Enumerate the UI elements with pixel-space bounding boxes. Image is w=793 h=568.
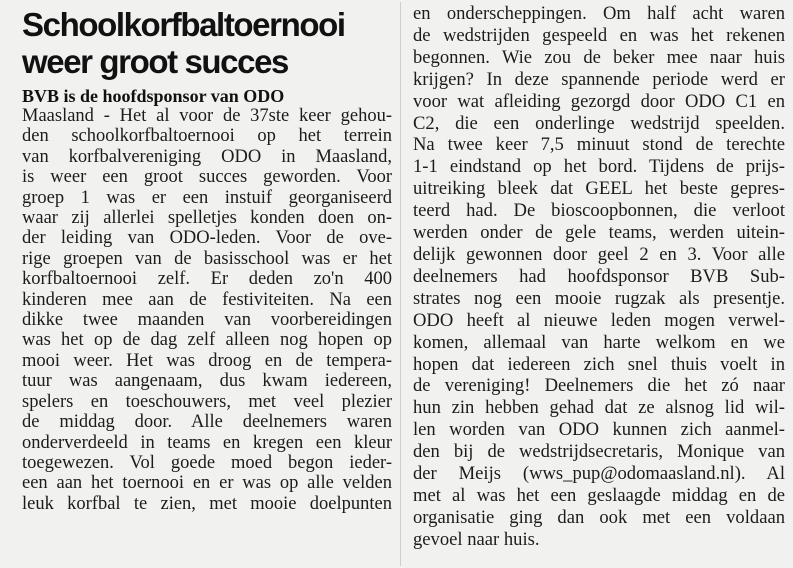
right-line: 1-1 eindstand op het bord. Tijdens de prijs- xyxy=(413,156,785,178)
headline-line-2: weer groot succes xyxy=(22,43,288,80)
left-line: de middag door. Alle deelnemers waren xyxy=(22,412,392,433)
left-line: van korfbalvereniging ODO in Maasland, xyxy=(22,146,392,167)
right-line: teerd had. De bioscoopbonnen, die verloot xyxy=(413,200,785,222)
column-divider xyxy=(400,2,401,566)
right-line: voor wat afleiding gezorgd door ODO C1 en xyxy=(413,90,785,112)
left-line: tuur was aangenaam, dus kwam iedereen, xyxy=(22,371,392,392)
right-line: begonnen. Wie zou de beker mee naar huis xyxy=(413,46,785,68)
right-line: Na twee keer 7,5 minuut stond de terechte xyxy=(413,134,785,156)
left-line: toegewezen. Vol goede moed begon ieder- xyxy=(22,452,392,473)
left-line: dikke twee maanden van voorbereidingen xyxy=(22,310,392,331)
right-column-body xyxy=(413,3,785,551)
right-line: de vereniging! Deelnemers die het zó naar xyxy=(413,375,785,397)
right-line: delijk gewonnen door geel 2 en 3. Voor alle xyxy=(413,243,785,265)
headline-line-1: Schoolkorfbaltoernooi xyxy=(22,6,345,43)
left-line: is weer een groot succes geworden. Voor xyxy=(22,167,392,188)
right-line: ODO heeft al nieuwe leden mogen verwel- xyxy=(413,309,785,331)
left-line: was het op de dag zelf alleen nog hopen op xyxy=(22,330,392,351)
left-line: waar zij allerlei spelletjes konden doen on- xyxy=(22,208,392,229)
left-line: een aan het toernooi en er was op alle velden xyxy=(22,473,392,494)
right-line: uitreiking bleek dat GEEL het beste gepres- xyxy=(413,178,785,200)
right-line: en onderscheppingen. Om half acht waren xyxy=(413,3,785,24)
right-line: komen, allemaal van harte welkom en we xyxy=(413,331,785,353)
left-line: groep 1 was er een instuif georganiseerd xyxy=(22,187,392,208)
left-line: den schoolkorfbaltoernooi op het terrein xyxy=(22,126,392,147)
right-line: hopen dat iedereen zich snel thuis voelt in xyxy=(413,353,785,375)
right-line: den bij de wedstrijdsecretaris, Monique van xyxy=(413,441,785,463)
right-line: C2, die een onderlinge wedstrijd speelden. xyxy=(413,112,785,134)
right-line: organisatie ging dan ook met een voldaan xyxy=(413,506,785,528)
right-line: deelnemers had hoofdsponsor BVB Sub- xyxy=(413,265,785,287)
right-column xyxy=(402,0,791,551)
left-line: mooi weer. Het was droog en de tempera- xyxy=(22,350,392,371)
left-line: Maasland - Het al voor de 37ste keer gehou- xyxy=(22,106,392,126)
article-subheading: BVB is de hoofdsponsor van ODO xyxy=(22,86,285,106)
left-column-body xyxy=(22,106,392,514)
article-headline xyxy=(22,6,392,80)
right-line: gevoel naar huis. xyxy=(413,528,540,550)
right-line: de wedstrijden gespeeld en was het rekenen xyxy=(413,24,785,46)
right-line: len worden van ODO kunnen zich aanmel- xyxy=(413,419,785,441)
left-line: kinderen mee aan de festiviteiten. Na een xyxy=(22,289,392,310)
left-line: onderverdeeld in teams en kregen een kleur xyxy=(22,432,392,453)
right-line: krijgen? In deze spannende periode werd er xyxy=(413,68,785,90)
left-line: leuk korfbal te zien, met mooie doelpunten xyxy=(22,493,392,514)
right-line: hun zin hebben gehad dat ze alsnog lid wil- xyxy=(413,397,785,419)
left-line: der leiding van ODO-leden. Voor de ove- xyxy=(22,228,392,249)
right-line: werden onder de gele teams, werden uitein- xyxy=(413,222,785,244)
left-line: korfbaltoernooi zelf. Er deden zo'n 400 xyxy=(22,269,392,290)
left-column xyxy=(0,0,400,514)
left-line: rige groepen van de basisschool was er het xyxy=(22,248,392,269)
right-line: strates nog een mooie rugzak als presentje. xyxy=(413,287,785,309)
right-line: der Meijs (wws_pup@odomaasland.nl). Al xyxy=(413,463,785,485)
right-line: met al was het een geslaagde middag en de xyxy=(413,484,785,506)
left-line: spelers en toeschouwers, met veel plezier xyxy=(22,391,392,412)
